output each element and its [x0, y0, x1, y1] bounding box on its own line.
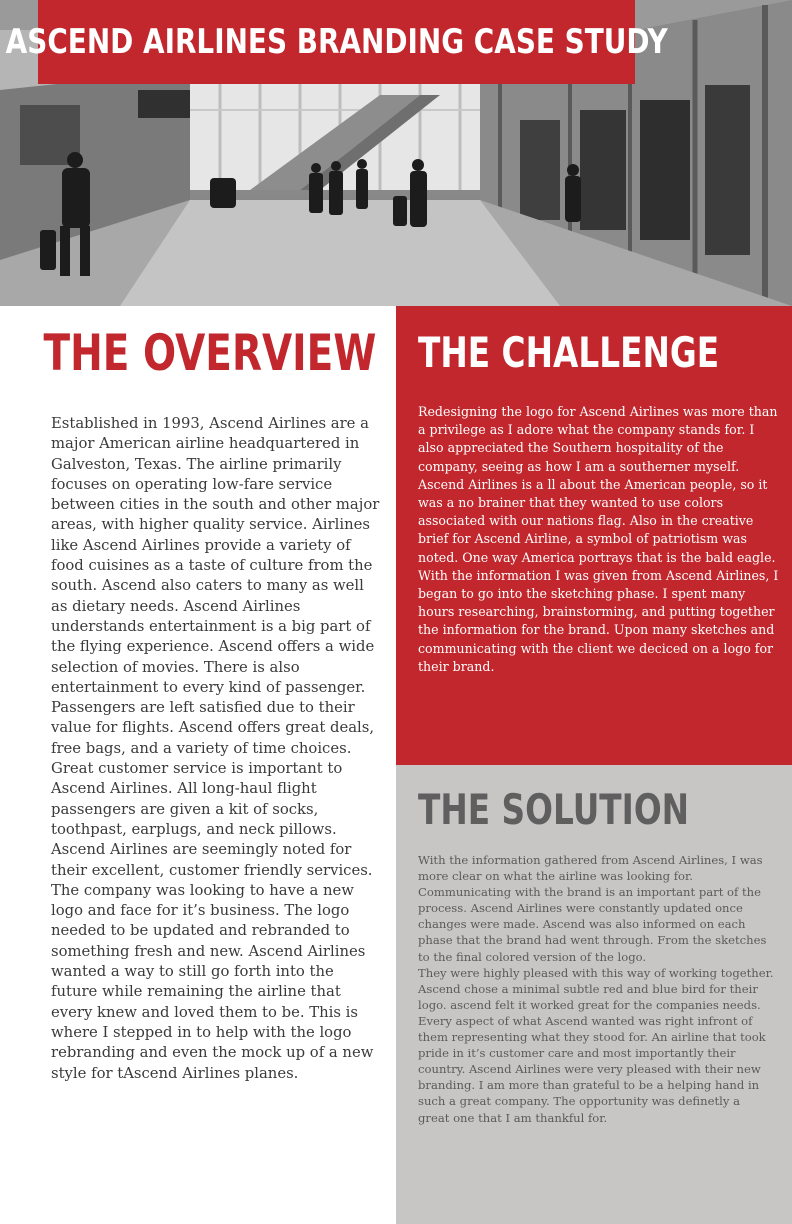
- overview-paragraph: Established in 1993, Ascend Airlines are a major American airline headquartered in Galveston, Texas. The airline primarily focuses on operating low-fare service between cities in the south and other major areas, with higher quality service. Airlines like Ascend Airlines provide a variety of food cuisines as a taste of culture from the south. Ascend also caters to many as well as dietary needs. Ascend Airlines understands entertainment is a big part of the flying experience. Ascend offers a wide selection of movies. There is also entertainment to every kind of passenger.: [51, 415, 380, 696]
- title-banner: [5, 0, 668, 84]
- challenge-heading: THE CHALLENGE: [418, 328, 720, 377]
- challenge-body: [418, 403, 781, 676]
- overview-body: [51, 414, 381, 1084]
- solution-section: [396, 765, 792, 1224]
- solution-paragraph: They were highly pleased with this way of working together. Ascend chose a minimal subtle red and blue bird for their logo. ascend felt it worked great for the companies needs. Every aspect of what Ascend wanted was right infront of them representing what they stood for. An airline that took pride in it’s customer care and most importantly their country. Ascend Airlines were very pleased with their new branding. I am more than grateful to be a helping hand in such a great company. The opportunity was definetly a great one that I am thankful for.: [418, 965, 774, 1125]
- overview-paragraph: Passengers are left satisfied due to their value for flights. Ascend offers great deals, free bags, and a variety of time choices. Great customer service is important to Ascend Airlines. All long-haul flight passengers are given a kit of socks, toothpast, earplugs, and neck pillows. Ascend Airlines are seemingly noted for their excellent, customer friendly services.: [51, 699, 375, 879]
- solution-heading: THE SOLUTION: [418, 785, 690, 834]
- solution-paragraph: With the information gathered from Ascend Airlines, I was more clear on what the airline was looking for. Communicating with the brand is an important part of the process. Ascend Airlines were constantly updated once changes were made. Ascend was also informed on each phase that the brand had went through. From the sketches to the final colored version of the logo.: [418, 853, 767, 964]
- overview-section: [0, 306, 396, 1224]
- overview-heading: THE OVERVIEW: [43, 324, 377, 382]
- overview-paragraph: The company was looking to have a new logo and face for it’s business. The logo needed to be updated and rebranded to something fresh and new. Ascend Airlines wanted a way to still go forth into the future while remaining the airline that every knew and loved them to be. This is where I stepped in to help with the logo rebranding and even the mock up of a new style for tAscend Airlines planes.: [51, 881, 374, 1082]
- page-title: ASCEND AIRLINES BRANDING CASE STUDY: [5, 22, 668, 62]
- challenge-paragraph: Redesigning the logo for Ascend Airlines was more than a privilege as I adore what the company stands for. I also appreciated the Southern hospitality of the company, seeing as how I am a southerner myself. Ascend Airlines is a ll about the American people, so it was a no brainer that they wanted to use colors associated with our nations flag. Also in the creative brief for Ascend Airline, a symbol of patriotism was noted. One way America portrays that is the bald eagle.: [418, 404, 778, 565]
- challenge-section: [396, 306, 792, 765]
- solution-body: [418, 852, 774, 1126]
- challenge-paragraph: With the information I was given from Ascend Airlines, I began to go into the sketching phase. I spent many hours researching, brainstorming, and putting together the information for the brand. Upon many sketches and communicating with the client we deciced on a logo for their brand.: [418, 567, 779, 674]
